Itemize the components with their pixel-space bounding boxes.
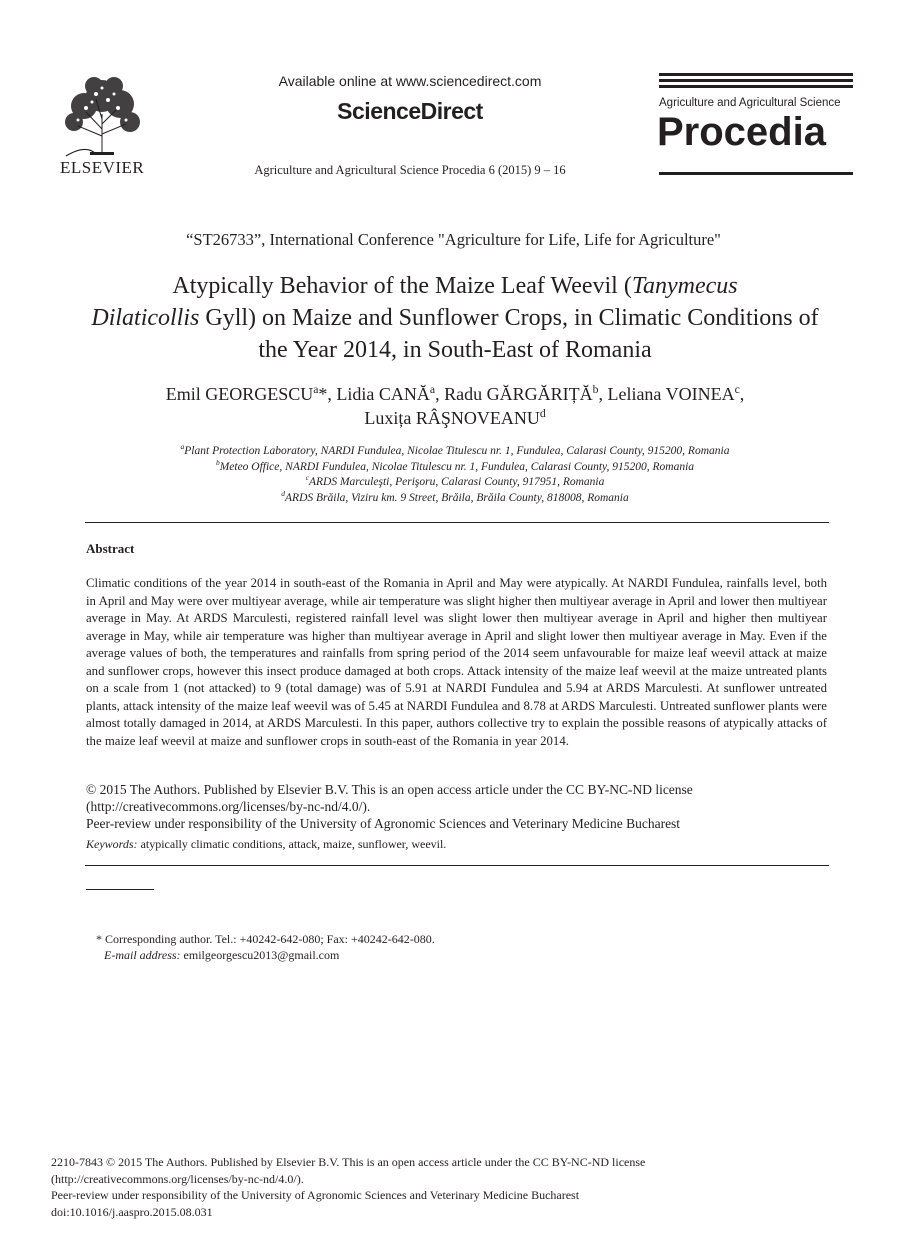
section-divider xyxy=(85,522,829,523)
affiliation-list xyxy=(80,444,830,506)
corresponding-contact: * Corresponding author. Tel.: +40242-642-080; Fax: +40242-642-080. xyxy=(96,932,435,946)
journal-reference: Agriculture and Agricultural Science Procedia 6 (2015) 9 – 16 xyxy=(254,163,566,177)
affiliation: $^b$Meteo Office, NARDI Fundulea, Nicolae Titulescu nr. 1, Fundulea, Calarasi County, 915200, Romania xyxy=(215,457,695,473)
footer-issn-line: 2210-7843 © 2015 The Authors. Published by Elsevier B.V. This is an open access article under the CC BY-NC-ND license xyxy=(51,1155,646,1169)
keywords-text: atypically climatic conditions, attack, maize, sunflower, weevil. xyxy=(137,837,447,851)
paper-title xyxy=(80,270,830,366)
email-link[interactable]: emilgeorgescu2013@gmail.com xyxy=(180,948,340,962)
sciencedirect-logo: ScienceDirect xyxy=(337,98,483,124)
elsevier-wordmark: ELSEVIER xyxy=(60,158,145,177)
title-part1: Atypically Behavior of the Maize Leaf Weevil ( xyxy=(172,273,632,299)
section-divider xyxy=(85,865,829,866)
corresponding-author-footnote xyxy=(96,931,435,963)
affiliation: $^a$Plant Protection Laboratory, NARDI Fundulea, Nicolae Titulescu nr. 1, Fundulea, Calarasi County, 915200, Romania xyxy=(180,442,730,457)
corresponding-email-line xyxy=(96,947,435,963)
title-italic-species: Dilaticollis xyxy=(91,305,200,331)
author: Luxița RÂŞNOVEANU$^d$ xyxy=(364,407,546,428)
procedia-bottom-rule xyxy=(659,172,853,175)
procedia-logo: Procedia xyxy=(657,110,826,154)
procedia-top-rules xyxy=(659,73,853,91)
keywords-line xyxy=(86,837,446,852)
page-footer xyxy=(51,1154,645,1220)
conference-line: “ST26733”, International Conference "Agriculture for Life, Life for Agriculture" xyxy=(186,230,721,249)
procedia-subtitle: Agriculture and Agricultural Science xyxy=(659,97,841,109)
author: Emil GEORGESCU$^a$*, xyxy=(165,383,337,404)
author: Lidia CANĂ$^a$, xyxy=(336,383,445,404)
copyright-block xyxy=(86,781,830,832)
affiliation: $^d$ARDS Brăila, Viziru km. 9 Street, Brăila, Brăila County, 818008, Romania xyxy=(281,488,629,504)
abstract-heading: Abstract xyxy=(86,541,135,556)
footer-license-link[interactable]: (http://creativecommons.org/licenses/by-nc-nd/4.0/). xyxy=(51,1171,304,1186)
footer-doi[interactable]: doi:10.1016/j.aaspro.2015.08.031 xyxy=(51,1204,213,1219)
license-link[interactable]: (http://creativecommons.org/licenses/by-nc-nd/4.0/). xyxy=(86,799,371,814)
affiliation: $^c$ARDS Marculeşti, Perişoru, Calarasi County, 917951, Romania xyxy=(305,473,605,488)
keywords-label: Keywords: xyxy=(86,837,138,851)
title-italic-genus: Tanymecus xyxy=(631,273,738,299)
author: Radu GĂRGĂRIȚĂ$^b$, xyxy=(444,383,608,404)
footer-peer-review: Peer-review under responsibility of the University of Agronomic Sciences and Veterinary Medicine Bucharest xyxy=(51,1188,580,1202)
author: Leliana VOINEA$^c$, xyxy=(607,383,745,404)
author-list xyxy=(80,382,830,430)
copyright-line: © 2015 The Authors. Published by Elsevier B.V. This is an open access article under the CC BY-NC-ND license xyxy=(86,782,693,797)
title-part2: Gyll) on Maize and Sunflower Crops, in Climatic Conditions of the Year 2014, in South-East of Romania xyxy=(199,305,819,363)
abstract-body: Climatic conditions of the year 2014 in south-east of the Romania in April and May were atypically. At NARDI Fundulea, rainfalls level, both in April and May were over multiyear average, while air temperature was slight higher then multiyear average in April and lower then multiyear average in May. At ARDS Marculesti, registered rainfall level was slight lower then multiyear average in April and higher then multiyear average in May, while air temperature was higher than multiyear average in April and slight lower then multiyear average in May. Even if the average values of both, the temperatures and rainfalls from spring period of the 2014 seem unfavourable for maize leaf weevil attack at maize and sunflower crops, however this insect produce damaged at both crops. Attack intensity of the maize leaf weevil at the maize untreated plants on a scale from 1 (not attacked) to 9 (total damage) was of 5.91 at NARDI Fundulea and 5.94 at ARDS Marculesti. At sunflower untreated plants, attack intensity of the maize leaf weevil was of 5.45 at NARDI Fundulea and 8.78 at ARDS Marculesti. Untreated sunflower plants were almost totally damaged in 2014, at ARDS Marculesti. In this paper, authors collective try to explain the possible reasons of atypically attacks of the maize leaf weevil at maize and sunflower crops in south-east of the Romania in year 2014. xyxy=(86,576,827,748)
email-label: E-mail address: xyxy=(104,948,181,962)
footnote-rule xyxy=(86,889,154,890)
available-online-line[interactable]: Available online at www.sciencedirect.com xyxy=(278,73,542,89)
peer-review-line: Peer-review under responsibility of the University of Agronomic Sciences and Veterinary Medicine Bucharest xyxy=(86,816,681,831)
